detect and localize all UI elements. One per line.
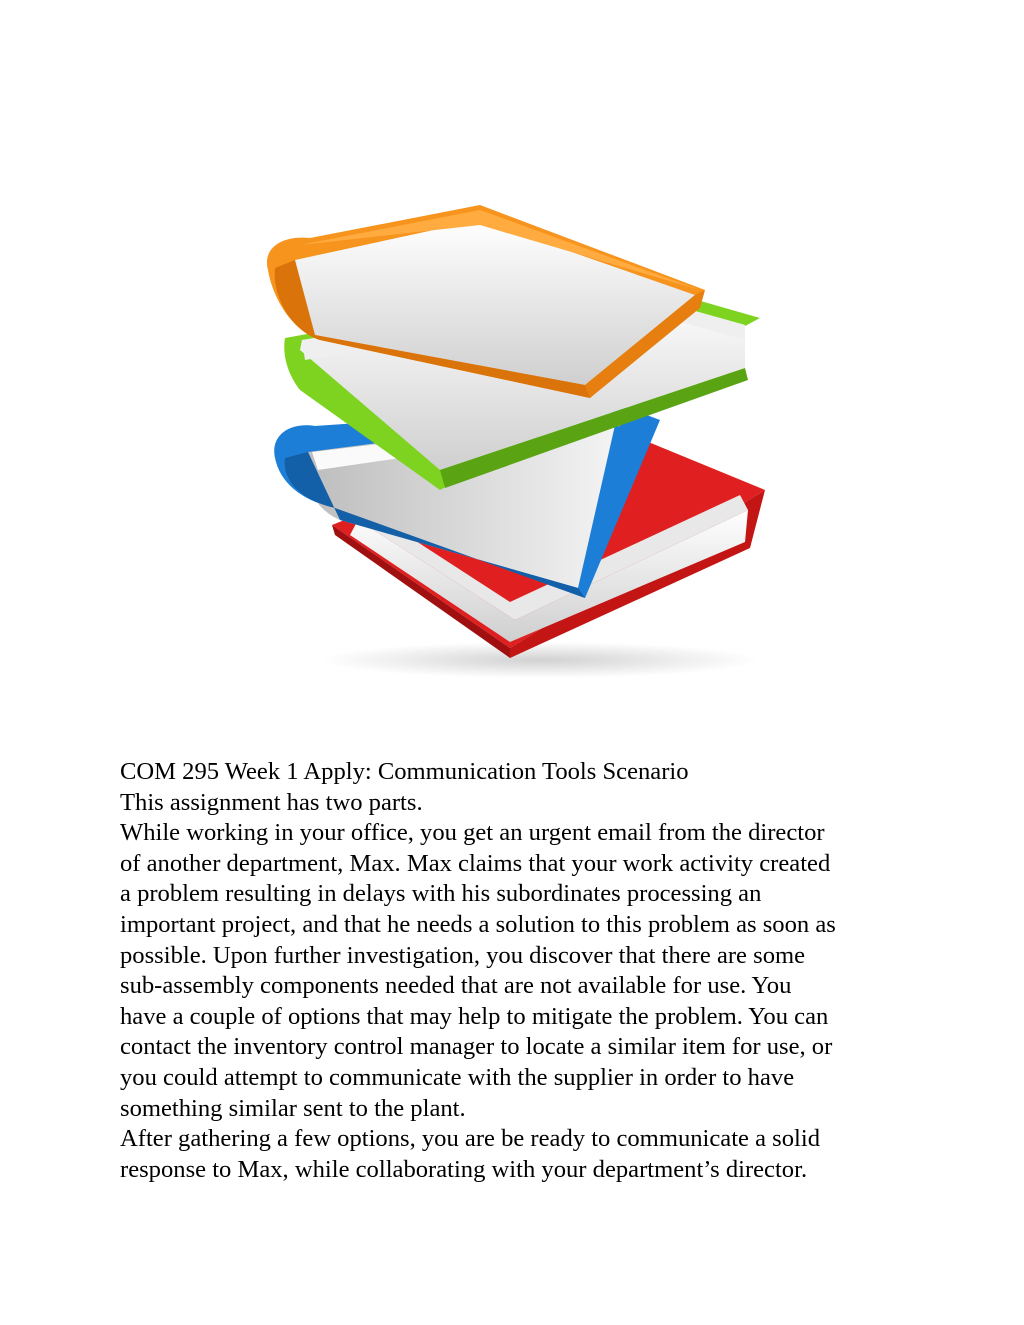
- text-line: After gathering a few options, you are be ready to communicate a solid: [120, 1125, 820, 1153]
- text-line: of another department, Max. Max claims that your work activity created: [120, 849, 831, 877]
- text-line: sub-assembly components needed that are not available for use. You: [120, 972, 792, 1000]
- intro-paragraph: This assignment has two parts.: [120, 788, 423, 816]
- closing-paragraph: [120, 1124, 920, 1185]
- text-line: While working in your office, you get an urgent email from the director: [120, 819, 825, 847]
- document-body: [120, 757, 920, 1185]
- text-line: response to Max, while collaborating with your department’s director.: [120, 1155, 808, 1183]
- document-title: COM 295 Week 1 Apply: Communication Tools Scenario: [120, 758, 689, 785]
- scenario-paragraph: [120, 818, 920, 1124]
- text-line: you could attempt to communicate with the supplier in order to have: [120, 1063, 795, 1091]
- text-line: have a couple of options that may help to mitigate the problem. You can: [120, 1002, 829, 1030]
- text-line: contact the inventory control manager to locate a similar item for use, or: [120, 1033, 833, 1061]
- text-line: possible. Upon further investigation, you discover that there are some: [120, 941, 806, 969]
- text-line: important project, and that he needs a solution to this problem as soon as: [120, 910, 836, 938]
- text-line: something similar sent to the plant.: [120, 1094, 466, 1122]
- text-line: a problem resulting in delays with his subordinates processing an: [120, 880, 762, 908]
- book-shadow: [320, 642, 760, 678]
- book-stack-icon: [240, 190, 780, 680]
